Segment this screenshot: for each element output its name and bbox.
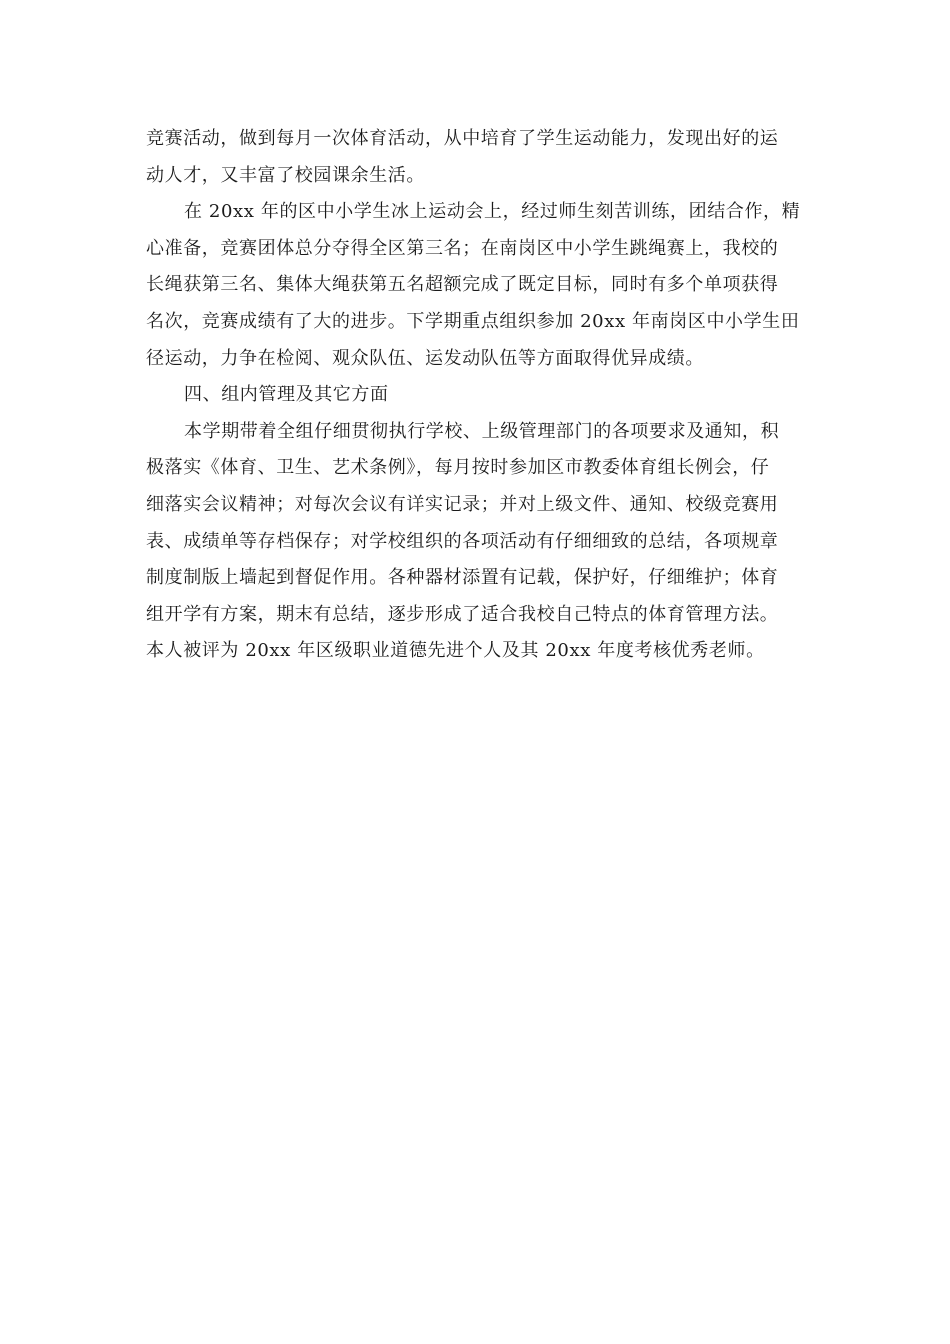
document-body <box>146 121 806 670</box>
body-line-6: 名次，竞赛成绩有了大的进步。下学期重点组织参加 20xx 年南岗区中小学生田 <box>146 310 800 332</box>
body-line-15: 本人被评为 20xx 年区级职业道德先进个人及其 20xx 年度考核优秀老师。 <box>146 640 765 662</box>
body-line-7: 径运动，力争在检阅、观众队伍、运发动队伍等方面取得优异成绩。 <box>146 347 704 369</box>
body-line-4: 心准备，竞赛团体总分夺得全区第三名；在南岗区中小学生跳绳赛上，我校的 <box>146 237 779 259</box>
body-line-3: 在 20xx 年的区中小学生冰上运动会上，经过师生刻苦训练，团结合作，精 <box>184 201 801 223</box>
section-heading: 四、组内管理及其它方面 <box>184 384 389 406</box>
body-line-10: 极落实《体育、卫生、艺术条例》，每月按时参加区市教委体育组长例会，仔 <box>146 457 770 479</box>
body-line-13: 制度制版上墙起到督促作用。各种器材添置有记载，保护好，仔细维护；体育 <box>146 567 779 589</box>
body-line-1: 竞赛活动，做到每月一次体育活动，从中培育了学生运动能力，发现出好的运 <box>146 128 779 149</box>
body-line-11: 细落实会议精神；对每次会议有详实记录；并对上级文件、通知、校级竞赛用 <box>146 493 779 515</box>
body-line-12: 表、成绩单等存档保存；对学校组织的各项活动有仔细细致的总结，各项规章 <box>146 530 779 552</box>
body-line-9: 本学期带着全组仔细贯彻执行学校、上级管理部门的各项要求及通知，积 <box>184 420 780 442</box>
body-line-5: 长绳获第三名、集体大绳获第五名超额完成了既定目标，同时有多个单项获得 <box>146 274 779 296</box>
body-line-2: 动人才，又丰富了校园课余生活。 <box>146 164 425 186</box>
body-line-14: 组开学有方案，期末有总结，逐步形成了适合我校自己特点的体育管理方法。 <box>146 603 779 625</box>
